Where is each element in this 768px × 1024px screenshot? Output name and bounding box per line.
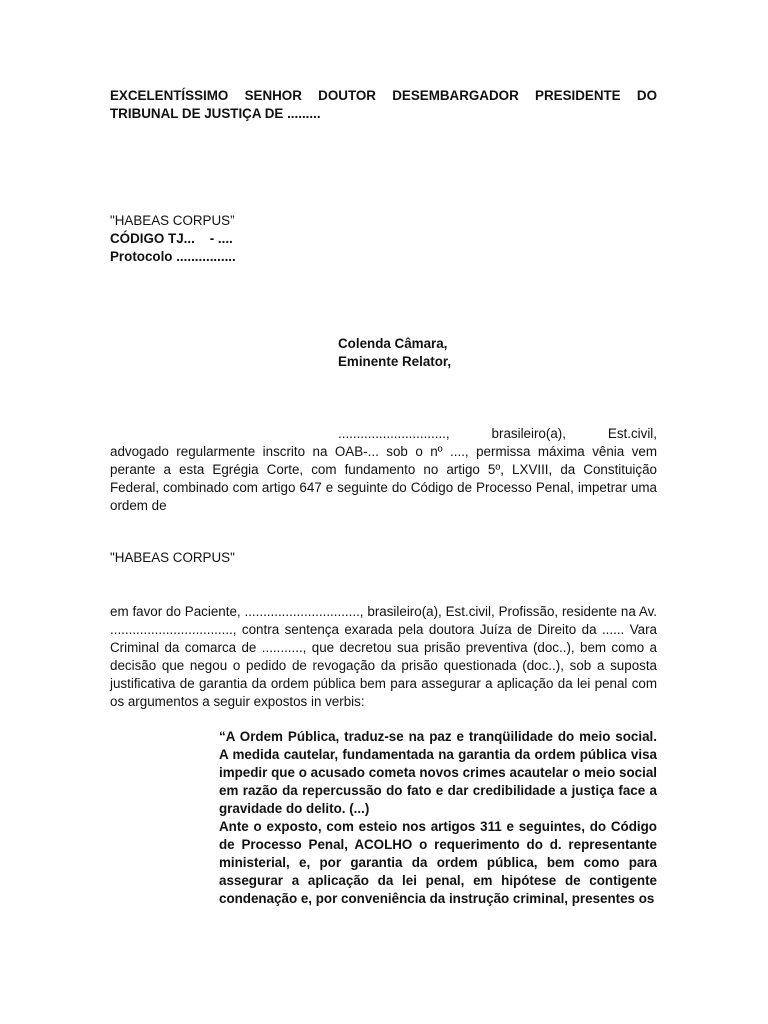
salutation-block: [338, 335, 658, 371]
codigo-line: CÓDIGO TJ... - ....: [110, 231, 233, 246]
case-title: "HABEAS CORPUS”: [110, 213, 235, 228]
heading-text: EXCELENTÍSSIMO SENHOR DOUTOR DESEMBARGADOR PRESIDENTE DO TRIBUNAL DE JUSTIÇA DE .........: [110, 88, 657, 121]
petitioner-paragraph: [110, 425, 657, 515]
protocolo-line: Protocolo ................: [110, 249, 236, 264]
paciente-paragraph: [110, 603, 657, 711]
indent-spacer: [110, 425, 338, 443]
salutation-camara: Colenda Câmara,: [338, 336, 448, 351]
habeas-corpus-title: [110, 549, 657, 567]
quote-paragraph-2: Ante o exposto, com esteio nos artigos 311 e seguintes, do Código de Processo Penal, ACOLHO o requerimento do d. representante ministerial, e, por garantia da ordem pública, bem como para assegurar a aplicação da lei penal, em hipótese de contigente condenação e, por conveniência da instrução criminal, presentes os: [219, 819, 657, 906]
habeas-corpus-title-text: "HABEAS CORPUS": [110, 550, 235, 565]
salutation-relator: Eminente Relator,: [338, 354, 452, 369]
case-title-block: [110, 212, 657, 266]
quote-paragraph-1: “A Ordem Pública, traduz-se na paz e tranqüilidade do meio social. A medida cautelar, fundamentada na garantia da ordem pública visa impedir que o acusado cometa novos crimes acautelar o meio social em razão da repercussão do fato e dar credibilidade a justiça face a gravidade do delito. (...): [219, 729, 657, 816]
petitioner-first-line: ............................., brasileiro(a), Est.civil,: [338, 426, 657, 441]
paciente-text: em favor do Paciente, ..............................., brasileiro(a), Est.civil, Profissão, residente na Av. ................................., contra sentença exarada pela doutora Juíza de Direito da ...... Vara Criminal da comarca de ..........., que decretou sua prisão preventiva (doc..), bem como a decisão que negou o pedido de revogação da prisão questionada (doc..), sob a suposta justificativa de garantia da ordem pública bem para assegurar a aplicação da lei penal com os argumentos a seguir expostos in verbis:: [110, 604, 657, 709]
quote-block: [219, 728, 657, 908]
document-heading: [110, 87, 657, 123]
petitioner-first-line-row: [110, 425, 657, 443]
petitioner-body: advogado regularmente inscrito na OAB-... sob o nº ...., permissa máxima vênia vem perante a esta Egrégia Corte, com fundamento no artigo 5º, LXVIII, da Constituição Federal, combinado com artigo 647 e seguinte do Código de Processo Penal, impetrar uma ordem de: [110, 444, 657, 513]
